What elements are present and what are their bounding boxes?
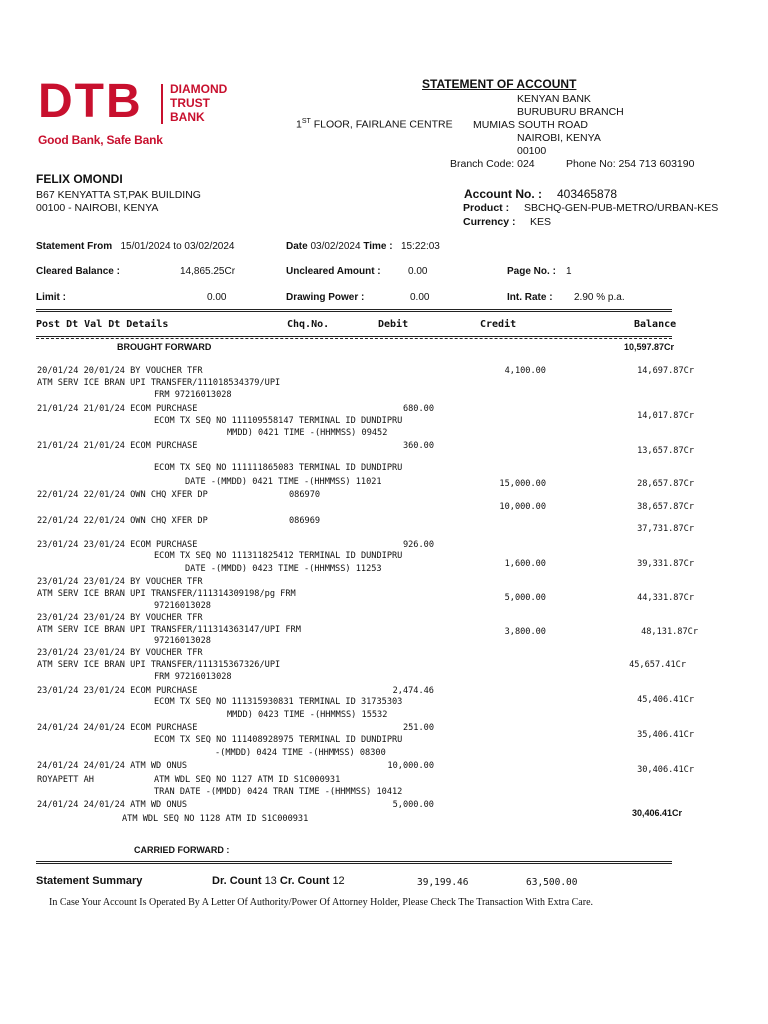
- txn-text: DATE -(MMDD) 0421 TIME -(HHMMSS) 11021: [185, 477, 382, 487]
- txn-text: 97216013028: [154, 636, 211, 646]
- txn-text: 24/01/24 24/01/24 ECOM PURCHASE: [37, 723, 198, 733]
- divider: [36, 311, 672, 312]
- txn-text: DATE -(MMDD) 0423 TIME -(HHMMSS) 11253: [185, 564, 382, 574]
- txn-text: ECOM TX SEQ NO 111408928975 TERMINAL ID DUNDIPRU: [154, 735, 403, 745]
- txn-balance: 37,731.87Cr: [637, 524, 694, 534]
- customer-address-1: B67 KENYATTA ST,PAK BUILDING: [36, 189, 201, 201]
- txn-text: MMDD) 0423 TIME -(HHMMSS) 15532: [227, 710, 388, 720]
- txn-text: FRM 97216013028: [154, 390, 232, 400]
- txn-balance: 45,657.41Cr: [629, 660, 686, 670]
- page-value: 1: [566, 266, 572, 277]
- logo-tagline: Good Bank, Safe Bank: [38, 133, 163, 147]
- floor-rest: FLOOR, FAIRLANE CENTRE: [310, 118, 453, 131]
- txn-credit: 3,800.00: [504, 627, 546, 637]
- postcode-line: 00100: [517, 145, 547, 157]
- txn-text: ATM SERV ICE BRAN UPI TRANSFER/111018534379/UPI: [37, 378, 281, 388]
- txn-debit: 251.00: [402, 723, 434, 733]
- txn-balance: 14,017.87Cr: [637, 411, 694, 421]
- txn-chq: 086970: [289, 490, 321, 500]
- txn-credit: 1,600.00: [504, 559, 546, 569]
- dr-count-value: 13: [264, 875, 277, 887]
- txn-text: FRM 97216013028: [154, 672, 232, 682]
- txn-text: 24/01/24 24/01/24 ATM WD ONUS: [37, 800, 188, 810]
- logo-name-3: BANK: [170, 110, 205, 124]
- txn-text: 23/01/24 23/01/24 BY VOUCHER TFR: [37, 577, 203, 587]
- txn-debit: 360.00: [402, 441, 434, 451]
- txn-debit: 926.00: [402, 540, 434, 550]
- txn-text: ECOM TX SEQ NO 111109558147 TERMINAL ID DUNDIPRU: [154, 416, 403, 426]
- statement-summary-label: Statement Summary: [36, 875, 143, 887]
- txn-text: ATM SERV ICE BRAN UPI TRANSFER/111315367326/UPI: [37, 660, 281, 670]
- divider: [36, 338, 672, 339]
- brought-forward-value: 10,597.87Cr: [624, 342, 675, 352]
- cr-count-label: Cr. Count: [279, 875, 330, 887]
- time-label: Time :: [363, 241, 393, 252]
- currency-label: Currency :: [463, 216, 516, 228]
- txn-credit: 15,000.00: [499, 479, 546, 489]
- txn-text: 23/01/24 23/01/24 BY VOUCHER TFR: [37, 648, 203, 658]
- txn-text: 23/01/24 23/01/24 ECOM PURCHASE: [37, 686, 198, 696]
- drawing-power-value: 0.00: [410, 292, 430, 303]
- uncleared-label: Uncleared Amount :: [286, 266, 381, 277]
- txn-text: ATM SERV ICE BRAN UPI TRANSFER/111314309198/pg FRM: [37, 589, 296, 599]
- txn-text: 23/01/24 23/01/24 ECOM PURCHASE: [37, 540, 198, 550]
- limit-value: 0.00: [207, 292, 227, 303]
- logo-name-1: DIAMOND: [170, 82, 228, 96]
- txn-text: 24/01/24 24/01/24 ATM WD ONUS: [37, 761, 188, 771]
- drawing-power-label: Drawing Power :: [286, 292, 365, 303]
- statement-from-value: 15/01/2024 to 03/02/2024: [120, 241, 235, 252]
- txn-credit: 5,000.00: [504, 593, 546, 603]
- cleared-label: Cleared Balance :: [36, 266, 120, 277]
- page-label: Page No. :: [507, 266, 556, 277]
- txn-text: 22/01/24 22/01/24 OWN CHQ XFER DP: [37, 490, 208, 500]
- dr-count-label: Dr. Count: [212, 875, 262, 887]
- logo-name-2: TRUST: [170, 96, 210, 110]
- txn-text: 23/01/24 23/01/24 BY VOUCHER TFR: [37, 613, 203, 623]
- city-line: NAIROBI, KENYA: [517, 132, 601, 144]
- uncleared-value: 0.00: [408, 266, 428, 277]
- logo-divider: [161, 84, 163, 124]
- txn-text: 22/01/24 22/01/24 OWN CHQ XFER DP: [37, 516, 208, 526]
- txn-text: ROYAPETT AH: [37, 775, 94, 785]
- customer-address-2: 00100 - NAIROBI, KENYA: [36, 202, 159, 214]
- customer-name: FELIX OMONDI: [36, 172, 123, 186]
- col-balance: Balance: [634, 319, 677, 330]
- floor-line: [296, 118, 453, 131]
- txn-text: 21/01/24 21/01/24 ECOM PURCHASE: [37, 404, 198, 414]
- txn-debit: 2,474.46: [392, 686, 434, 696]
- statement-title: STATEMENT OF ACCOUNT: [422, 77, 577, 91]
- cleared-value: 14,865.25Cr: [180, 266, 236, 277]
- footer-note: In Case Your Account Is Operated By A Letter Of Authority/Power Of Attorney Holder, Please Check The Transaction With Extra Care.: [49, 897, 594, 908]
- txn-balance: 30,406.41Cr: [637, 765, 694, 775]
- carried-forward-label: CARRIED FORWARD :: [134, 845, 230, 855]
- divider: [36, 336, 672, 337]
- txn-text: ECOM TX SEQ NO 111111865083 TERMINAL ID DUNDIPRU: [154, 463, 403, 473]
- final-balance: 30,406.41Cr: [631, 808, 682, 818]
- product-value: SBCHQ-GEN-PUB-METRO/URBAN-KES: [524, 202, 719, 214]
- statement-counts: [212, 875, 345, 887]
- txn-text: 21/01/24 21/01/24 ECOM PURCHASE: [37, 441, 198, 451]
- currency-value: KES: [530, 216, 552, 228]
- txn-debit: 5,000.00: [392, 800, 434, 810]
- txn-chq: 086969: [289, 516, 321, 526]
- divider: [36, 863, 672, 864]
- col-credit: Credit: [480, 319, 517, 330]
- col-debit: Debit: [378, 319, 409, 330]
- statement-from-label: Statement From: [36, 241, 113, 252]
- statement-datetime: [286, 241, 440, 252]
- floor-suffix: ST: [301, 118, 311, 125]
- limit-label: Limit :: [36, 292, 66, 303]
- floor-ordinal: 1: [296, 118, 302, 131]
- divider: [36, 309, 672, 310]
- int-rate-value: 2.90 % p.a.: [574, 292, 625, 303]
- col-chq: Chq.No.: [287, 319, 330, 330]
- txn-credit: 4,100.00: [504, 366, 546, 376]
- account-no-value: 403465878: [557, 187, 618, 201]
- road-line: MUMIAS SOUTH ROAD: [473, 119, 588, 131]
- branch-code: Branch Code: 024: [450, 158, 535, 170]
- txn-debit: 10,000.00: [387, 761, 434, 771]
- txn-text: TRAN DATE -(MMDD) 0424 TRAN TIME -(HHMMSS) 10412: [154, 787, 403, 797]
- date-value: 03/02/2024: [310, 241, 361, 252]
- txn-text: MMDD) 0421 TIME -(HHMMSS) 09452: [227, 428, 388, 438]
- time-value: 15:22:03: [400, 241, 440, 252]
- account-no-label: Account No. :: [464, 187, 542, 201]
- txn-balance: 13,657.87Cr: [637, 446, 694, 456]
- txn-balance: 38,657.87Cr: [637, 502, 694, 512]
- txn-text: 97216013028: [154, 601, 211, 611]
- int-rate-label: Int. Rate :: [507, 292, 553, 303]
- txn-text: -(MMDD) 0424 TIME -(HHMMSS) 08300: [215, 748, 386, 758]
- logo-mark: DTB: [38, 75, 143, 128]
- branch-line: BURUBURU BRANCH: [517, 106, 624, 118]
- txn-text: ATM WDL SEQ NO 1128 ATM ID S1C000931: [122, 814, 309, 824]
- txn-balance: 28,657.87Cr: [637, 479, 694, 489]
- txn-balance: 48,131.87Cr: [641, 627, 698, 637]
- txn-balance: 45,406.41Cr: [637, 695, 694, 705]
- statement-period: [36, 241, 234, 252]
- txn-text: ATM WDL SEQ NO 1127 ATM ID S1C000931: [154, 775, 341, 785]
- txn-text: ECOM TX SEQ NO 111315930831 TERMINAL ID 31735303: [154, 697, 403, 707]
- date-label: Date: [286, 241, 308, 252]
- col-details: Post Dt Val Dt Details: [36, 319, 169, 330]
- brought-forward-label: BROUGHT FORWARD: [117, 342, 212, 352]
- debit-total: 39,199.46: [417, 877, 469, 888]
- txn-text: 20/01/24 20/01/24 BY VOUCHER TFR: [37, 366, 203, 376]
- txn-credit: 10,000.00: [499, 502, 546, 512]
- txn-text: ATM SERV ICE BRAN UPI TRANSFER/111314363147/UPI FRM: [37, 625, 301, 635]
- cr-count-value: 12: [332, 875, 345, 887]
- txn-balance: 14,697.87Cr: [637, 366, 694, 376]
- txn-debit: 680.00: [402, 404, 434, 414]
- txn-balance: 44,331.87Cr: [637, 593, 694, 603]
- txn-balance: 35,406.41Cr: [637, 730, 694, 740]
- credit-total: 63,500.00: [526, 877, 578, 888]
- txn-balance: 39,331.87Cr: [637, 559, 694, 569]
- divider: [36, 861, 672, 862]
- txn-text: ECOM TX SEQ NO 111311825412 TERMINAL ID DUNDIPRU: [154, 551, 403, 561]
- branch-phone: Phone No: 254 713 603190: [566, 158, 695, 170]
- product-label: Product :: [463, 202, 510, 214]
- bank-line: KENYAN BANK: [517, 93, 591, 105]
